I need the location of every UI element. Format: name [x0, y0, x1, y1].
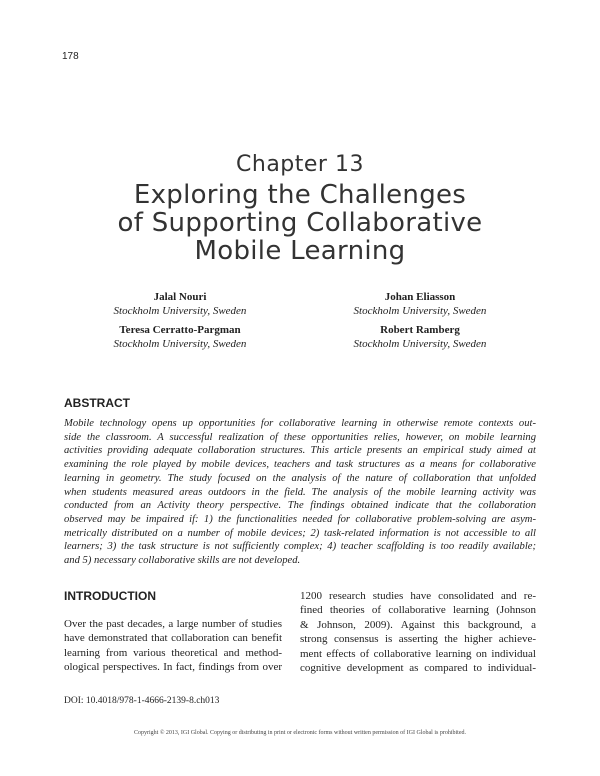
text-line: ment effects of collaborative learning on individual: [300, 647, 536, 660]
introduction-heading: INTRODUCTION: [64, 589, 156, 603]
author-name: Johan Eliasson: [384, 291, 456, 303]
title-line: Exploring the Challenges: [133, 180, 467, 210]
text-line: ological perspectives. In fact, findings from over: [64, 661, 282, 674]
author-block: [300, 323, 540, 351]
introduction-right-column: [300, 589, 536, 675]
abstract-text: [64, 417, 536, 568]
doi: DOI: 10.4018/978-1-4666-2139-8.ch013: [64, 696, 220, 706]
text-line: fined theories of collaborative learning (Johnson: [300, 604, 536, 617]
author-affiliation: Stockholm University, Sweden: [353, 338, 487, 350]
author-block: [60, 323, 300, 351]
abstract-heading: ABSTRACT: [64, 396, 130, 410]
author-affiliation: Stockholm University, Sweden: [113, 338, 247, 350]
author-name: Jalal Nouri: [153, 291, 207, 303]
text-line: Mobile technology opens up opportunities for collaborative learning in otherwise remote contexts out-: [64, 418, 536, 429]
author-name: Robert Ramberg: [380, 324, 460, 336]
text-line: observed may be impaired if: 1) the functionalities needed for collaborative problem-solving are asym-: [64, 513, 536, 525]
text-line: when students measured areas outdoors in the field. The analysis of the mobile learning activity was: [64, 486, 536, 498]
text-line: & Johnson, 2009). Against this background, a: [300, 618, 536, 631]
copyright-notice: Copyright © 2013, IGI Global. Copying or distributing in print or electronic forms without written permission of IGI Global is prohibited.: [133, 730, 466, 736]
chapter-title: [0, 181, 600, 265]
author-block: [60, 290, 300, 318]
title-line: of Supporting Collaborative: [117, 208, 483, 238]
author-name: Teresa Cerratto-Pargman: [119, 324, 241, 336]
text-line: side the classroom. A successful realization of these opportunities relies, however, on mobile learning: [64, 431, 536, 443]
page-number: 178: [62, 51, 79, 62]
text-line: Over the past decades, a large number of studies: [64, 618, 282, 630]
text-line: examining the role played by mobile devices, teachers and task structures as a means for collaborative: [64, 459, 536, 471]
author-block: [300, 290, 540, 318]
text-line: activities providing adequate collaboration structures. This article presents an empirical study aimed at: [64, 445, 536, 457]
text-line: learners; 3) the task structure is not sufficiently complex; 4) teacher scaffolding is too readily available;: [64, 541, 536, 553]
chapter-label: Chapter 13: [236, 152, 364, 177]
text-line: learning in geometry. The study focused on the analysis of the nature of collaboration that unfolded: [64, 472, 536, 484]
text-line: learning from various theoretical and method-: [64, 646, 282, 659]
author-affiliation: Stockholm University, Sweden: [353, 305, 487, 317]
title-line: Mobile Learning: [194, 236, 406, 266]
author-affiliation: Stockholm University, Sweden: [113, 305, 247, 317]
text-line: and 5) necessary collaborative skills are not developed.: [64, 555, 301, 567]
text-line: cognitive development as compared to individual-: [300, 662, 536, 675]
text-line: metrically distributed on a number of mobile devices; 2) task-related information is not accessible to all: [64, 527, 536, 539]
text-line: strong consensus is asserting the higher achieve-: [300, 633, 536, 646]
introduction-left-column: [64, 617, 282, 675]
text-line: have demonstrated that collaboration can benefit: [64, 632, 282, 645]
text-line: conducted from an Activity theory perspective. The findings obtained indicate that the collaboration: [64, 500, 536, 512]
text-line: 1200 research studies have consolidated and re-: [300, 590, 536, 602]
